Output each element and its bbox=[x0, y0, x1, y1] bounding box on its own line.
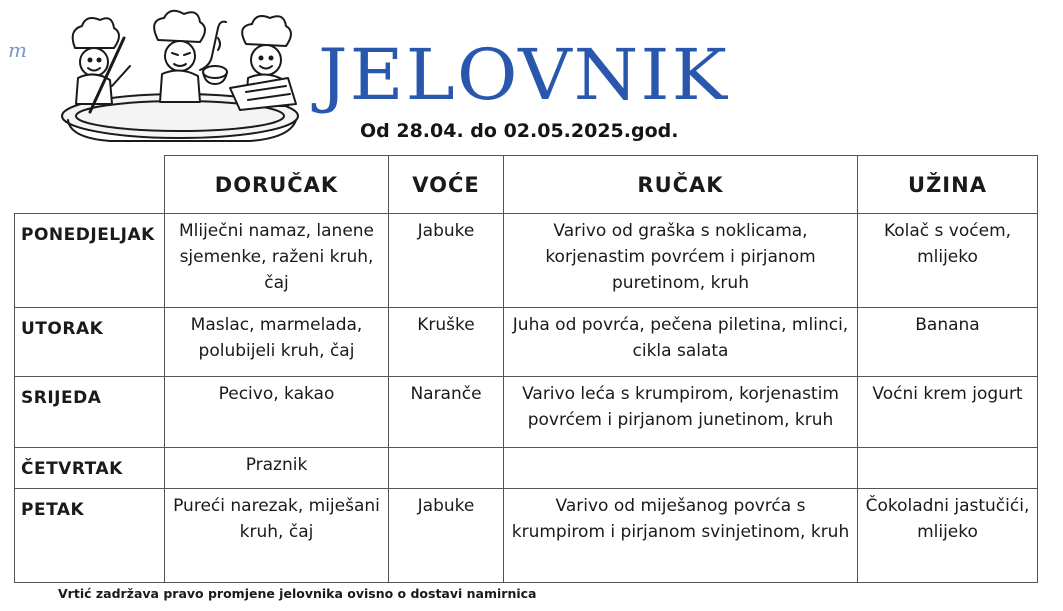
breakfast-cell: Pecivo, kakao bbox=[165, 377, 389, 448]
lunch-cell: Varivo od miješanog povrća s krumpirom i pirjanom svinjetinom, kruh bbox=[504, 489, 858, 583]
table-corner-cell bbox=[15, 156, 165, 214]
table-header-row bbox=[15, 156, 1038, 214]
fruit-cell bbox=[389, 448, 504, 489]
corner-scribble: m bbox=[8, 38, 27, 62]
breakfast-cell: Maslac, marmelada, polubijeli kruh, čaj bbox=[165, 308, 389, 377]
column-header-snack: UŽINA bbox=[858, 156, 1038, 214]
breakfast-cell: Mliječni namaz, lanene sjemenke, raženi kruh, čaj bbox=[165, 214, 389, 308]
snack-cell: Čokoladni jastučići, mlijeko bbox=[858, 489, 1038, 583]
column-header-fruit: VOĆE bbox=[389, 156, 504, 214]
lunch-cell bbox=[504, 448, 858, 489]
fruit-cell: Jabuke bbox=[389, 214, 504, 308]
day-label: UTORAK bbox=[15, 308, 165, 377]
chefs-cooking-illustration bbox=[50, 8, 320, 146]
snack-cell: Banana bbox=[858, 308, 1038, 377]
table-row bbox=[15, 489, 1038, 583]
footer-note: Vrtić zadržava pravo promjene jelovnika ovisno o dostavi namirnica bbox=[58, 586, 537, 601]
lunch-cell: Varivo od graška s noklicama, korjenastim povrćem i pirjanom puretinom, kruh bbox=[504, 214, 858, 308]
day-label: PONEDJELJAK bbox=[15, 214, 165, 308]
snack-cell: Voćni krem jogurt bbox=[858, 377, 1038, 448]
fruit-cell: Jabuke bbox=[389, 489, 504, 583]
table-row bbox=[15, 308, 1038, 377]
lunch-cell: Juha od povrća, pečena piletina, mlinci, cikla salata bbox=[504, 308, 858, 377]
column-header-lunch: RUČAK bbox=[504, 156, 858, 214]
table-row bbox=[15, 377, 1038, 448]
menu-table bbox=[14, 155, 1038, 583]
table-row bbox=[15, 214, 1038, 308]
fruit-cell: Kruške bbox=[389, 308, 504, 377]
day-label: ČETVRTAK bbox=[15, 448, 165, 489]
column-header-breakfast: DORUČAK bbox=[165, 156, 389, 214]
lunch-cell: Varivo leća s krumpirom, korjenastim povrćem i pirjanom junetinom, kruh bbox=[504, 377, 858, 448]
breakfast-cell: Pureći narezak, miješani kruh, čaj bbox=[165, 489, 389, 583]
day-label: PETAK bbox=[15, 489, 165, 583]
snack-cell bbox=[858, 448, 1038, 489]
page-title: JELOVNIK bbox=[318, 34, 729, 116]
breakfast-cell: Praznik bbox=[165, 448, 389, 489]
table-row bbox=[15, 448, 1038, 489]
fruit-cell: Naranče bbox=[389, 377, 504, 448]
date-range: Od 28.04. do 02.05.2025.god. bbox=[360, 120, 679, 142]
snack-cell: Kolač s voćem, mlijeko bbox=[858, 214, 1038, 308]
day-label: SRIJEDA bbox=[15, 377, 165, 448]
